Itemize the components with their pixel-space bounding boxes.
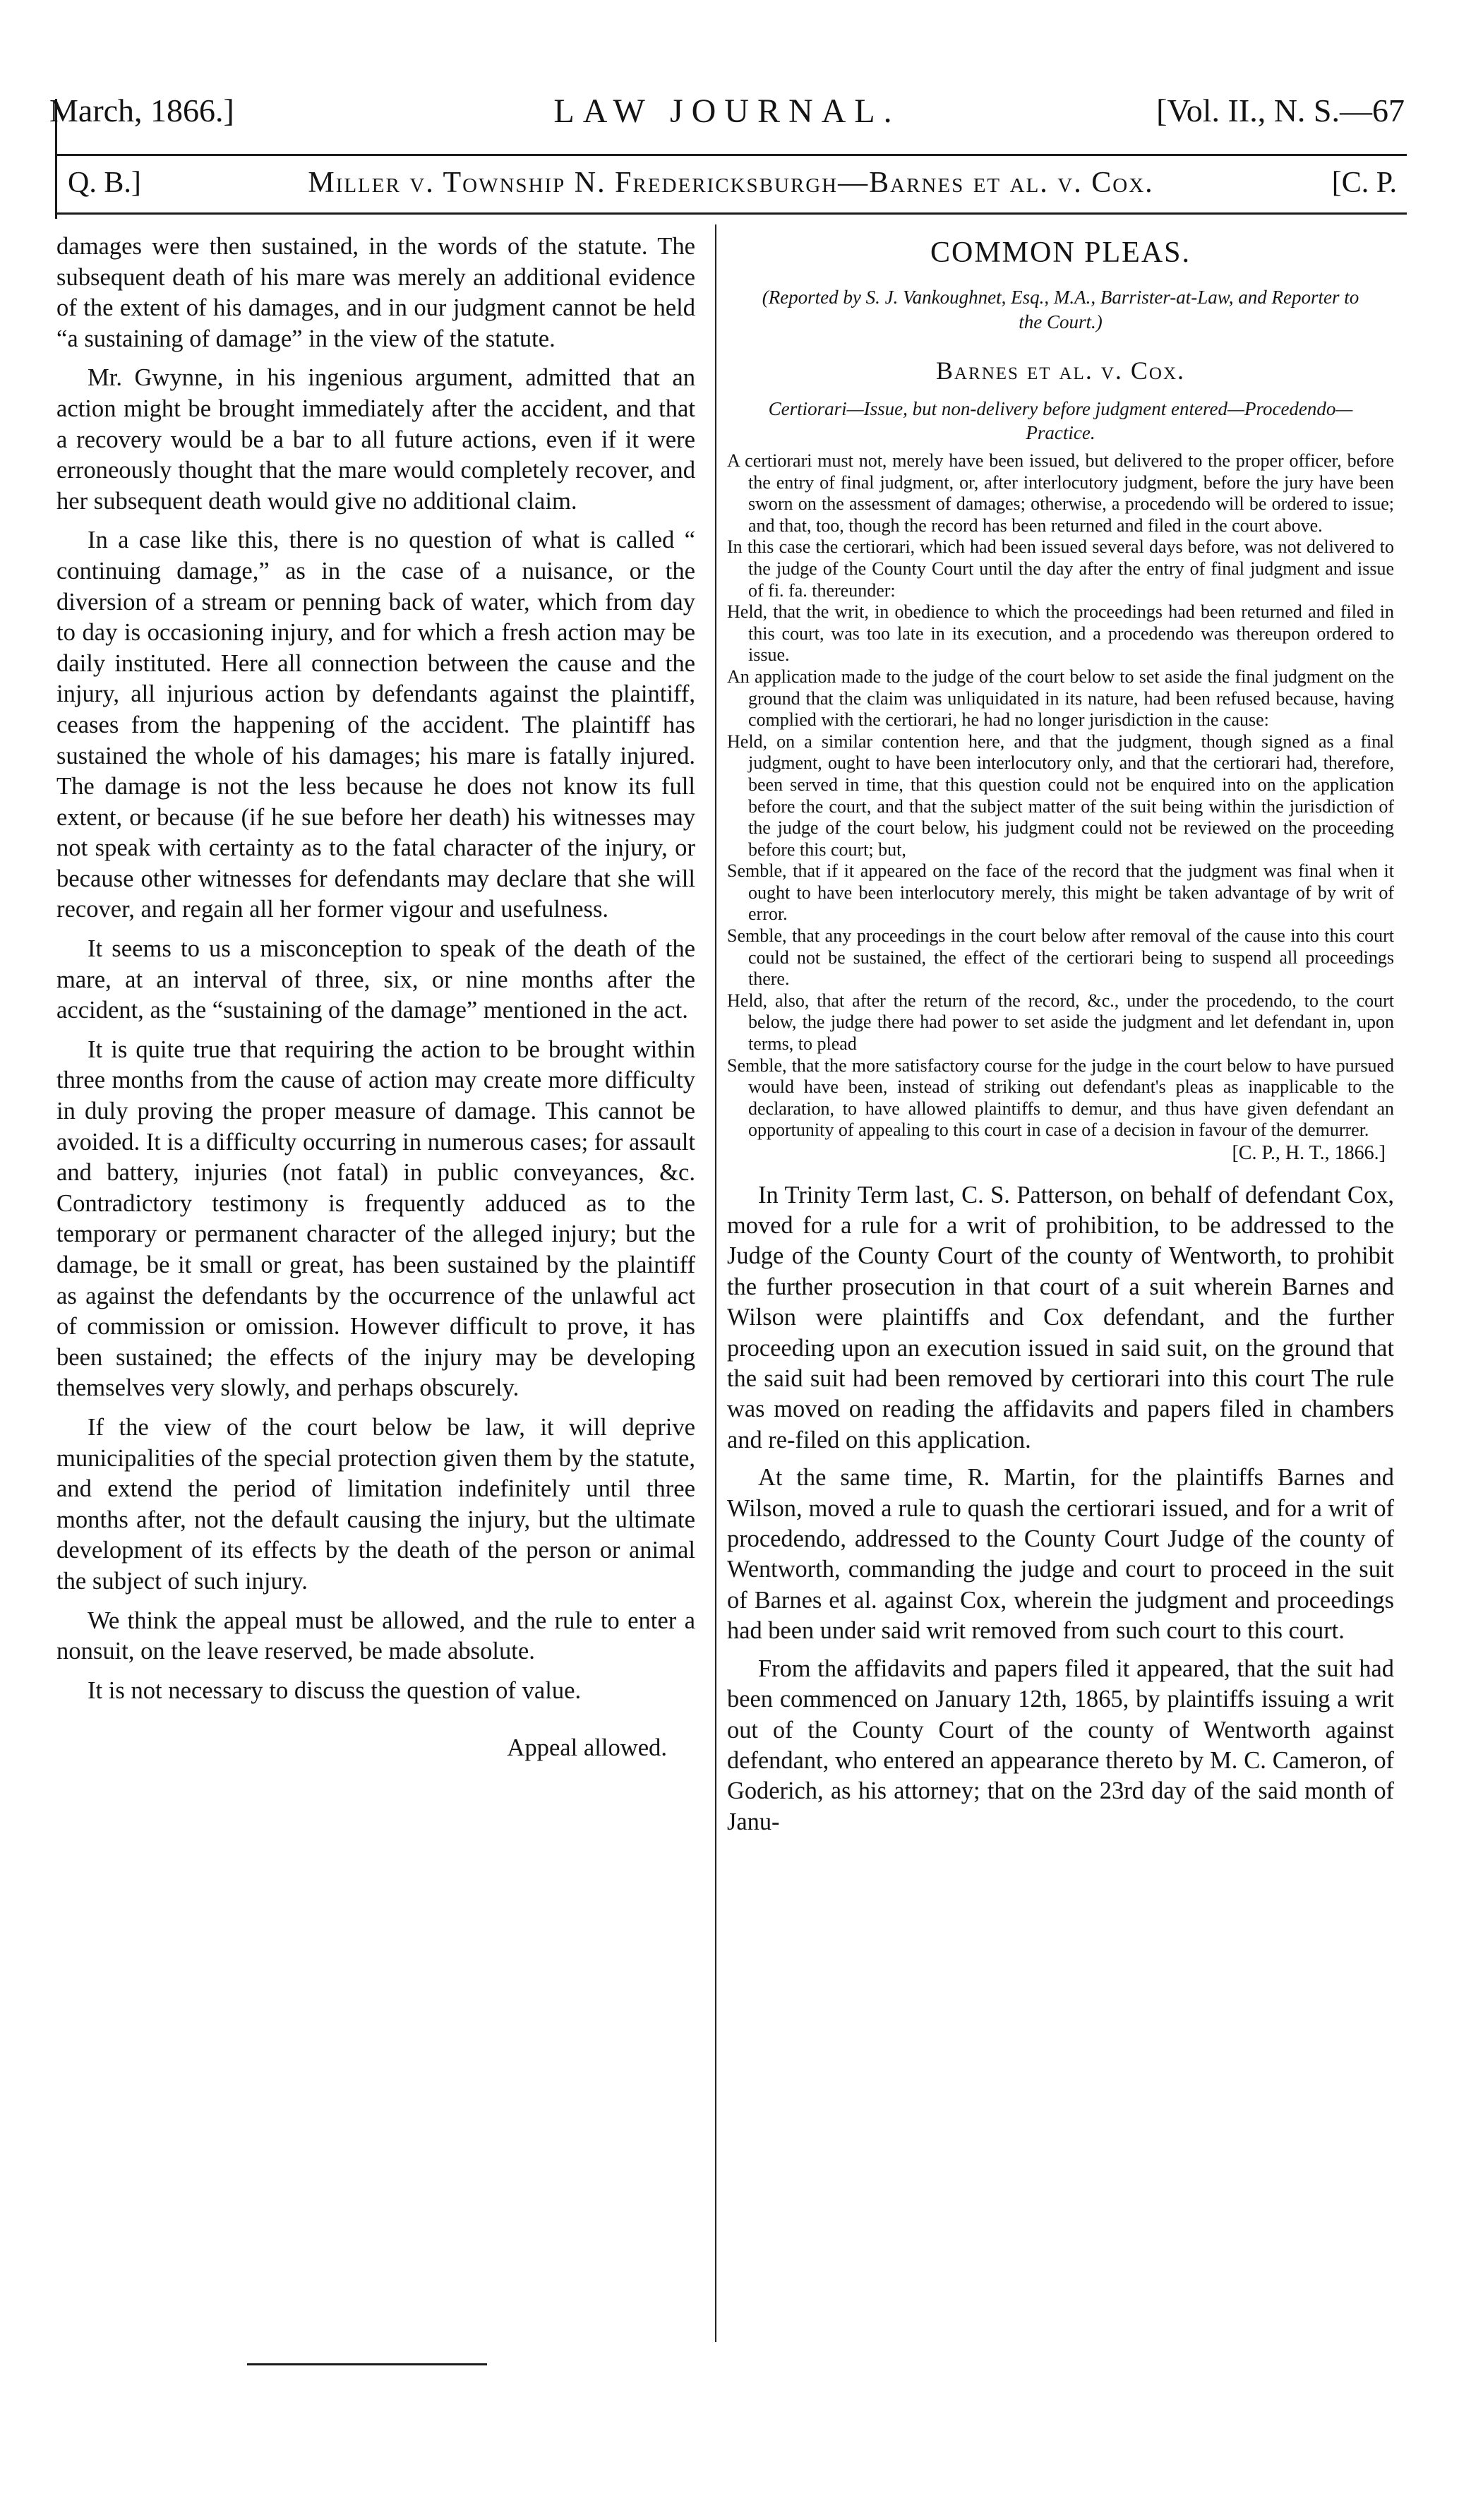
case-bar-court-right: [C. P. (1331, 167, 1397, 199)
headnotes (727, 450, 1394, 1165)
case-bar-title: Miller v. Township N. Fredericksburgh—Barnes et al. v. Cox. (308, 167, 1154, 199)
paragraph: Mr. Gwynne, in his ingenious argument, admitted that an action might be brought immediately after the accident, and that a recovery would be a bar to all future actions, even if it were erroneously thought that the mare would completely recover, and her subsequent death would give no additional claim. (56, 364, 695, 515)
running-head-volume: [Vol. II., N. S.—67 (1156, 92, 1405, 128)
column-divider (715, 224, 716, 2342)
running-head-title: LAW JOURNAL. (553, 92, 901, 130)
case-topic: Certiorari—Issue, but non-delivery before judgment entered—Procedendo—Practice. (768, 398, 1353, 443)
paragraph: If the view of the court below be law, it will deprive municipalities of the special protection given them by the statute, and extend the period of limitation indefinitely until three months after, not the default causing the injury, but the ultimate development of its effects by the death of the person or animal the subject of such injury. (56, 1413, 695, 1595)
paragraph: It seems to us a misconception to speak of the death of the mare, at an interval of three, six, or nine months after the accident, as the “sustaining of the damage” mentioned in the act. (56, 935, 695, 1024)
headnote: An application made to the judge of the court below to set aside the final judgment on the ground that the claim was unliquidated in its nature, had been refused because, having complied with the certiorari, he had no longer jurisdiction in the cause: (727, 666, 1394, 731)
left-column (56, 232, 695, 1764)
case-bar-court-left: Q. B.] (68, 167, 141, 199)
reporter-note: (Reported by S. J. Vankoughnet, Esq., M.A., Barrister-at-Law, and Reporter to the Court.) (762, 287, 1359, 332)
headnote: Held, also, that after the return of the record, &c., under the procedendo, to the court below, the judge there had power to set aside the judgment and let defendant in, upon terms, to plead (727, 990, 1394, 1055)
headnote: Semble, that if it appeared on the face of the record that the judgment was final when it ought to have been interlocutory merely, this might be taken advantage of by writ of error. (727, 860, 1394, 925)
running-head-date: March, 1866.] (49, 92, 234, 128)
headnote: Held, on a similar contention here, and that the judgment, though signed as a final judgment, ought to have been interlocutory only, and that the certiorari had, therefore, been served in time, that this question could not be enquired into on the application before the court, and that the subject matter of the suit being within the jurisdiction of the judge of the court below, his judgment could not be reviewed on the proceeding before this court; but, (727, 731, 1394, 860)
case-name: Barnes et al. v. Cox. (935, 356, 1185, 385)
paragraph: It is not necessary to discuss the question of value. (88, 1676, 582, 1704)
right-column (727, 232, 1394, 1837)
headnote: Held, that the writ, in obedience to which the proceedings had been returned and filed in this court, was too late in its execution, and a procedendo was thereupon ordered to issue. (727, 601, 1394, 666)
paragraph: At the same time, R. Martin, for the plaintiffs Barnes and Wilson, moved a rule to quash the certiorari issued, and for a writ of procedendo, addressed to the County Court Judge of the county of Wentworth, commanding the judge and court to proceed in the suit of Barnes et al. against Cox, wherein the judgment and proceedings had been under said writ removed from such court to this court. (727, 1464, 1394, 1645)
section-end-rule (247, 2363, 487, 2365)
running-head (49, 92, 1405, 145)
paragraph: In Trinity Term last, C. S. Patterson, on behalf of defendant Cox, moved for a rule for a writ of prohibition, to be addressed to the Judge of the County Court of the county of Wentworth, to prohibit the further prosecution in that court of a suit wherein Barnes and Wilson were plaintiffs and Cox defendant, and the further proceeding upon an execution issued in said suit, on the ground that the said suit had been removed by certiorari into this court The rule was moved on reading the affidavits and papers filed in chambers and re-filed on this application. (727, 1181, 1394, 1453)
court-heading: COMMON PLEAS. (930, 236, 1191, 269)
paragraph: We think the appeal must be allowed, and the rule to enter a nonsuit, on the leave reserved, be made absolute. (56, 1607, 695, 1665)
case-title-bar (55, 154, 1407, 215)
term-citation: [C. P., H. T., 1866.] (1232, 1142, 1386, 1164)
judgment-result: Appeal allowed. (507, 1734, 667, 1762)
paragraph: From the affidavits and papers filed it appeared, that the suit had been commenced on January 12th, 1865, by plaintiffs issuing a writ out of the County Court of the county of Wentworth against defendant, who entered an appearance thereto by M. C. Cameron, of Goderich, as his attorney; that on the 23rd day of the said month of Janu- (727, 1655, 1394, 1835)
headnote: A certiorari must not, merely have been issued, but delivered to the proper officer, before the entry of final judgment, or, after interlocutory judgment, before the jury have been sworn on the assessment of damages; otherwise, a procedendo will be ordered to issue; and that, too, though the record has been returned and filed in the court above. (727, 450, 1394, 536)
judgment-body (727, 1180, 1394, 1838)
headnote: Semble, that any proceedings in the court below after removal of the cause into this court could not be sustained, the effect of the certiorari being to suspend all proceedings there. (727, 925, 1394, 990)
paragraph: It is quite true that requiring the action to be brought within three months from the cause of action may create more difficulty in duly proving the proper measure of damage. This cannot be avoided. It is a difficulty occurring in numerous cases; for assault and battery, injuries (not fatal) in public conveyances, &c. Contradictory testimony is frequently adduced as to the temporary or permanent character of the alleged injury; but the damage, be it small or great, has been sustained by the plaintiff as against the defendants by the occurrence of the unlawful act of commission or omission. However difficult to prove, it has been sustained; the effects of the injury may be developing themselves very slowly, and perhaps obscurely. (56, 1036, 695, 1402)
paragraph: In a case like this, there is no question of what is called “ continuing damage,” as in the case of a nuisance, or the diversion of a stream or penning back of water, which from day to day is occasioning injury, and for which a fresh action may be daily instituted. Here all connection between the cause and the injury, all injurious action by defendants against the plaintiff, ceases from the happening of the accident. The plaintiff has sustained the whole of his damages; his mare is fatally injured. The damage is not the less because he does not know its full extent, or because (if he sue before her death) his witnesses may not speak with certainty as to the fatal character of the injury, or because other witnesses for defendants may declare that she will recover, and regain all her former vigour and usefulness. (56, 527, 695, 923)
headnote: Semble, that the more satisfactory course for the judge in the court below to have pursued would have been, instead of striking out defendant's pleas as inapplicable to the declaration, to have allowed plaintiffs to demur, and thus have given defendant an opportunity of appealing to this court in case of a decision in favour of the demurrer. (727, 1055, 1394, 1141)
paragraph: damages were then sustained, in the words of the statute. The subsequent death of his mare was merely an additional evidence of the extent of his damages, and in our judgment cannot be held “a sustaining of damage” in the view of the statute. (56, 233, 695, 352)
headnote: In this case the certiorari, which had been issued several days before, was not delivered to the judge of the County Court until the day after the entry of final judgment and issue of fi. fa. thereunder: (727, 536, 1394, 601)
